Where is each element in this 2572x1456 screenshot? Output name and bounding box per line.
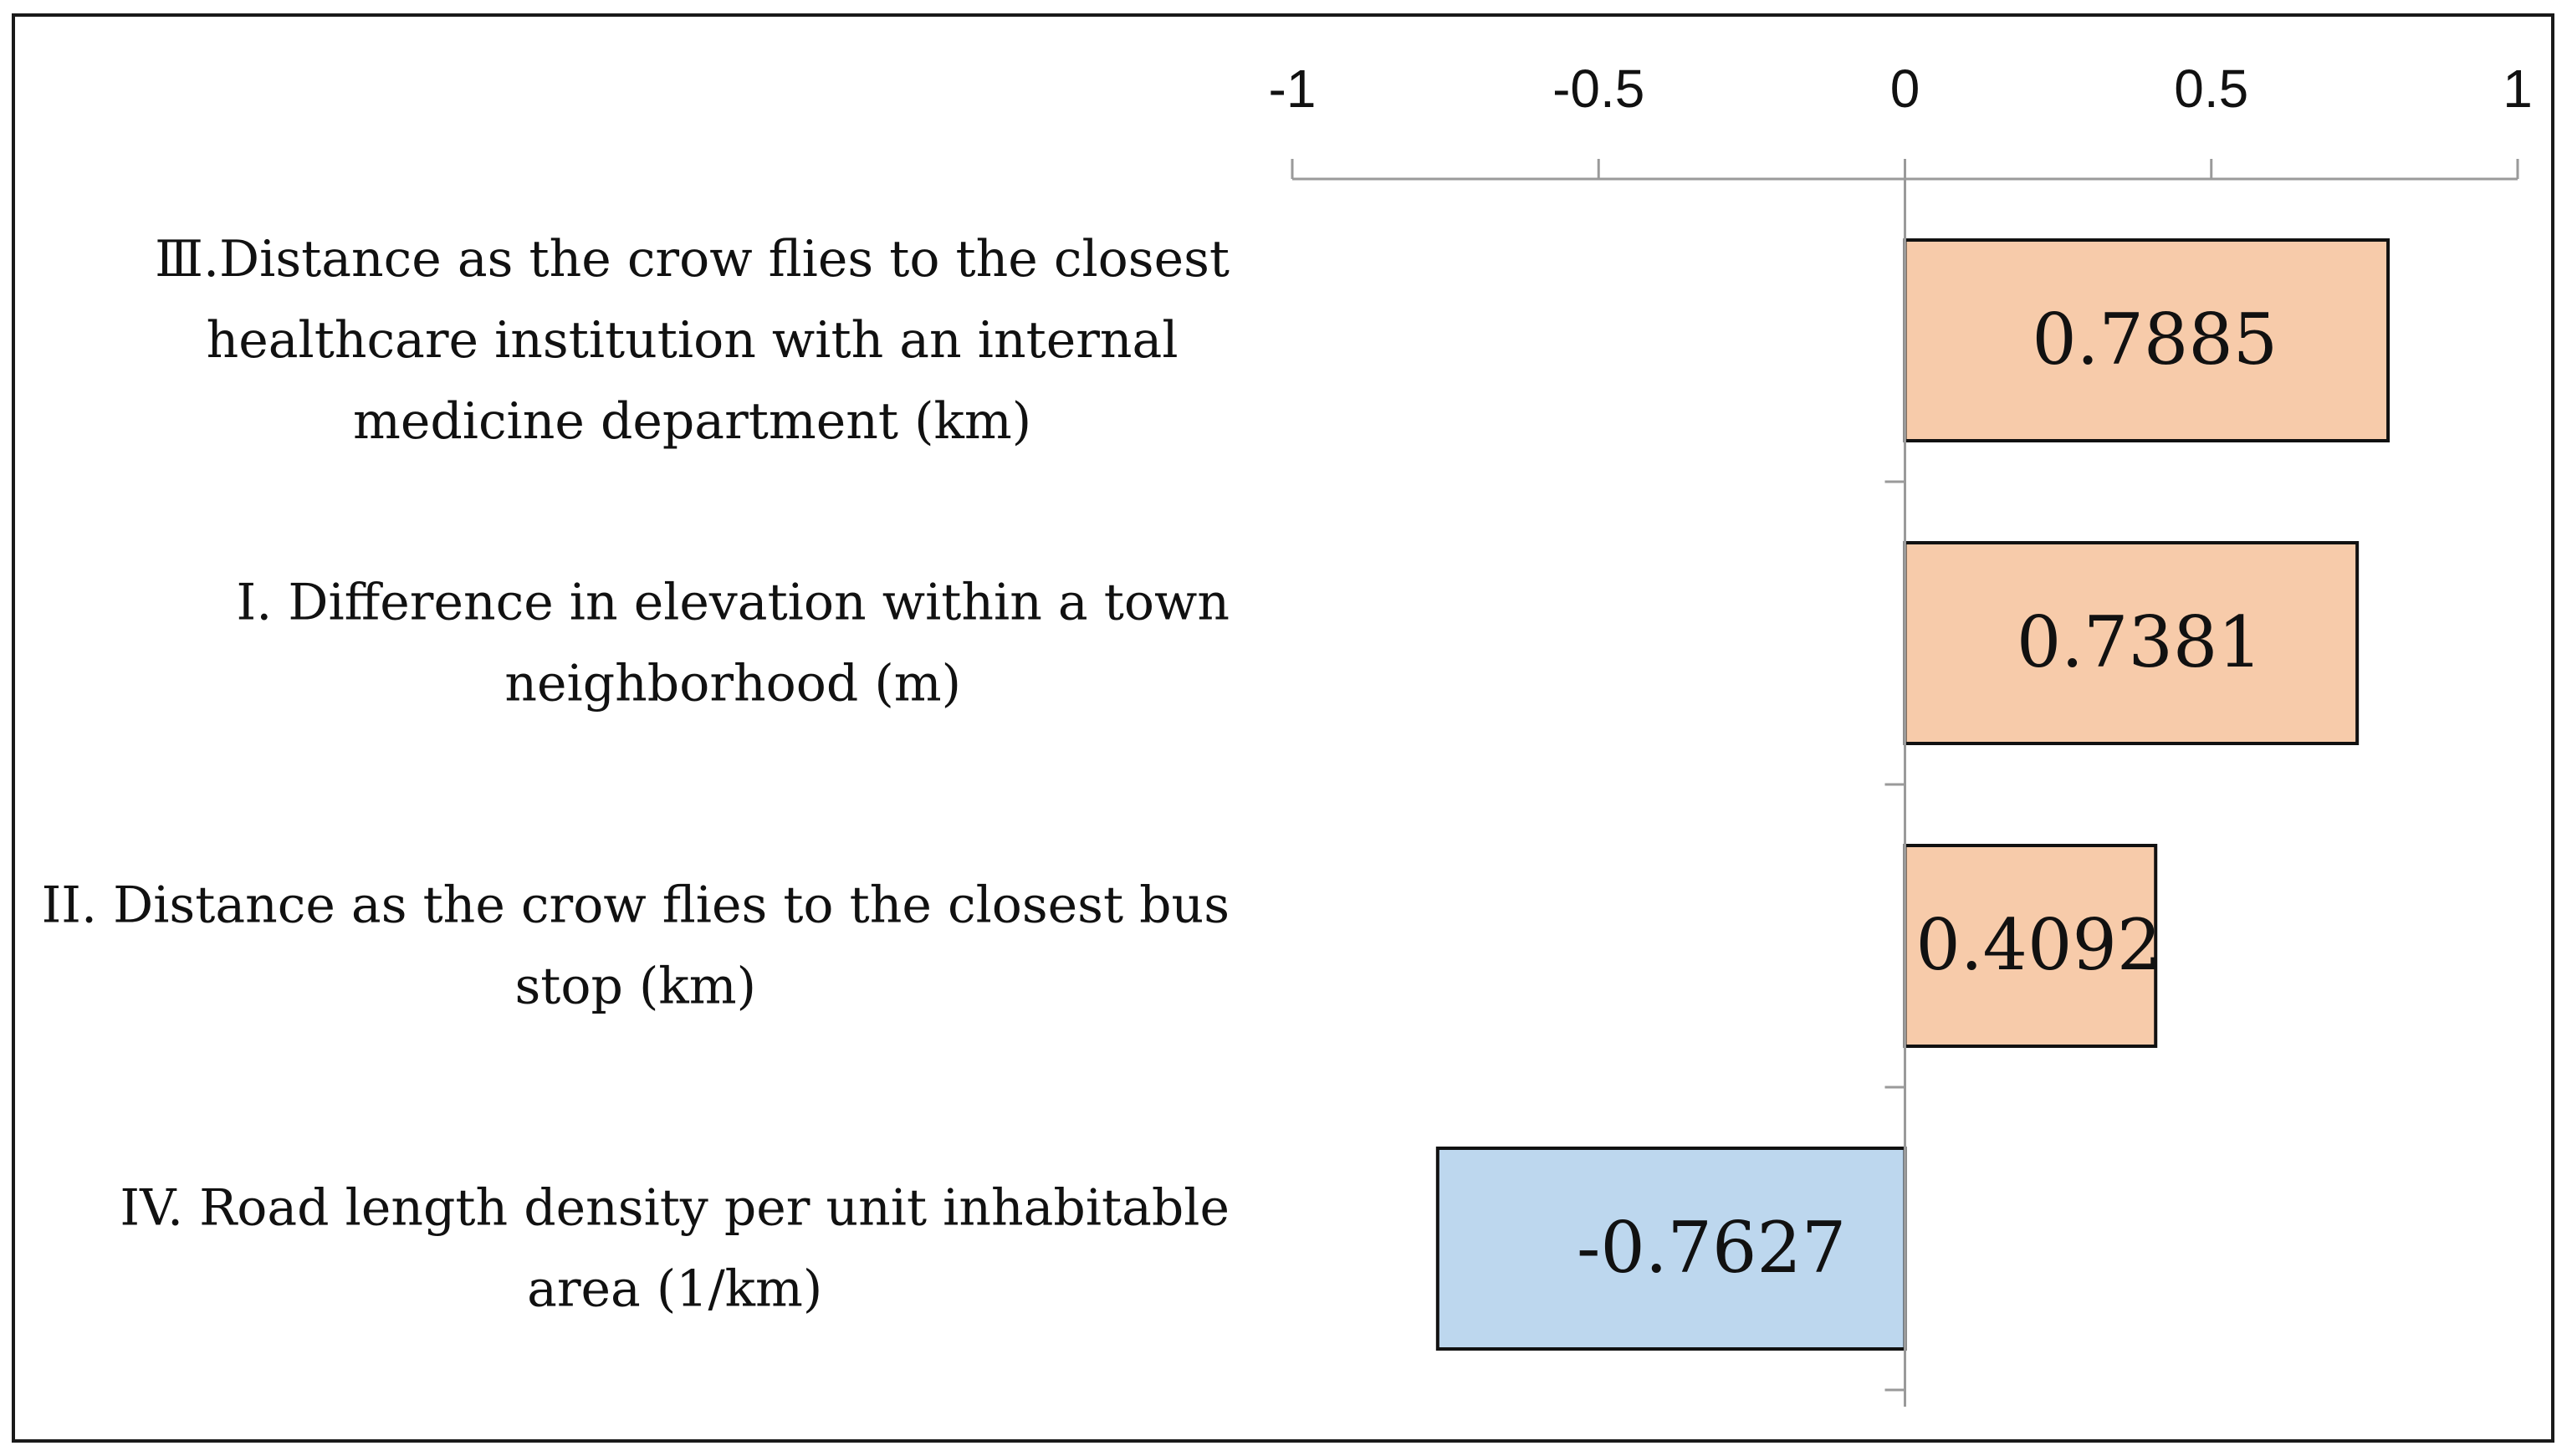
- category-label-line: Ⅲ.Distance as the crow flies to the closest: [155, 230, 1230, 289]
- x-tick-label: -0.5: [1552, 59, 1645, 119]
- x-tick-label: 1: [2503, 59, 2533, 119]
- category-label-line: I. Difference in elevation within a town: [236, 573, 1230, 632]
- x-axis: [1269, 59, 2533, 179]
- category-label-line: medicine department (km): [352, 392, 1032, 451]
- category-label-line: area (1/km): [527, 1259, 823, 1319]
- bars: [1438, 240, 2388, 1349]
- x-tick-label: 0.5: [2174, 59, 2249, 119]
- data-label: -0.7627: [1577, 1207, 1847, 1289]
- category-labels: [42, 230, 1230, 1319]
- data-label: 0.7885: [2032, 299, 2278, 381]
- data-label: 0.7381: [2016, 601, 2263, 683]
- category-label: [237, 574, 1230, 713]
- category-label: [120, 1179, 1230, 1319]
- category-label-line: II. Distance as the crow flies to the closest bus: [41, 876, 1230, 935]
- category-label-line: neighborhood (m): [504, 654, 962, 713]
- x-tick-label: 0: [1889, 59, 1920, 119]
- x-tick-label: -1: [1268, 59, 1317, 119]
- category-label-line: IV. Road length density per unit inhabitable: [120, 1178, 1230, 1238]
- category-label: [155, 230, 1230, 451]
- category-label: [42, 876, 1230, 1016]
- category-label-line: stop (km): [514, 957, 757, 1016]
- category-label-line: healthcare institution with an internal: [206, 311, 1179, 370]
- data-label: 0.4092: [1915, 904, 2162, 986]
